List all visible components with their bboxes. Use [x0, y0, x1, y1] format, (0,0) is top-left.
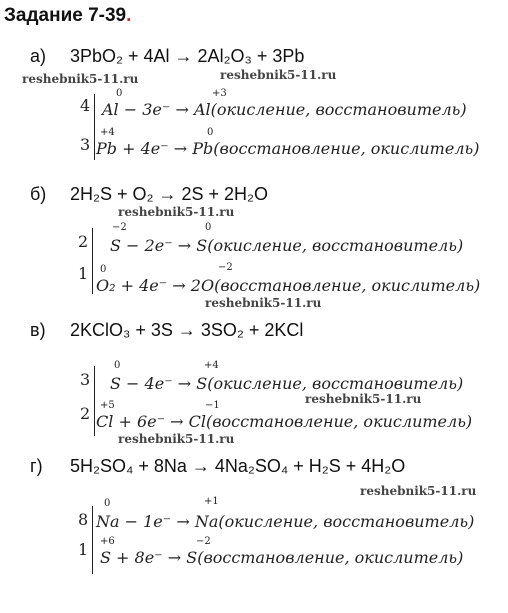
coefficient: 1	[78, 264, 89, 283]
half-reaction-oxidation: Al − 3e⁻ → Al(окисление, восстановитель)	[102, 100, 467, 119]
oxidation-state: −1	[205, 400, 220, 411]
oxidation-state: +1	[204, 496, 219, 507]
half-reaction-oxidation: S − 4e⁻ → S(окисление, восстановитель)	[110, 374, 464, 393]
oxidation-state: +5	[100, 400, 115, 411]
oxidation-state: 0	[207, 127, 214, 138]
equation-c	[30, 320, 303, 341]
equation-text-b: 2H₂S + O₂ → 2S + 2H₂O	[70, 184, 269, 204]
section-label-d: г)	[30, 456, 43, 476]
oxidation-state: +4	[100, 127, 115, 138]
half-reaction-reduction: S + 8e⁻ → S(восстановление, окислитель)	[100, 548, 464, 567]
half-reaction-oxidation: Na − 1e⁻ → Na(окисление, восстановитель)	[96, 512, 475, 531]
equation-a	[30, 46, 304, 67]
balance-divider	[94, 366, 95, 436]
balance-divider	[92, 506, 93, 574]
coefficient: 4	[80, 96, 91, 115]
page-title: Задание 7-39.	[4, 5, 132, 26]
balance-divider	[92, 228, 93, 294]
oxidation-state: +3	[212, 88, 227, 99]
balance-divider	[94, 94, 95, 160]
watermark: reshebnik5-11.ru	[220, 68, 337, 82]
oxidation-state: −2	[196, 536, 211, 547]
half-reaction-reduction: Pb + 4e⁻ → Pb(восстановление, окислитель)	[96, 139, 480, 158]
coefficient: 1	[78, 540, 89, 559]
coefficient: 3	[80, 370, 91, 389]
oxidation-state: 0	[100, 264, 107, 275]
watermark: reshebnik5-11.ru	[118, 205, 235, 219]
oxidation-state: 0	[116, 88, 123, 99]
equation-b	[30, 184, 268, 205]
title-dot: .	[126, 5, 132, 26]
oxidation-state: +6	[100, 536, 115, 547]
oxidation-state: 0	[104, 498, 111, 509]
oxidation-state: −2	[112, 222, 127, 233]
coefficient: 3	[80, 135, 91, 154]
watermark: reshebnik5-11.ru	[205, 296, 322, 310]
oxidation-state: 0	[205, 222, 212, 233]
half-reaction-reduction: Cl + 6e⁻ → Cl(восстановление, окислитель)	[96, 412, 473, 431]
equation-text-d: 5H₂SO₄ + 8Na → 4Na₂SO₄ + H₂S + 4H₂O	[70, 456, 406, 476]
half-reaction-reduction: O₂ + 4e⁻ → 2O(восстановление, окислитель)	[96, 276, 481, 295]
watermark: reshebnik5-11.ru	[360, 484, 477, 498]
coefficient: 8	[78, 510, 89, 529]
coefficient: 2	[80, 404, 91, 423]
section-label-b: б)	[30, 184, 47, 204]
equation-text-c: 2KClO₃ + 3S → 3SO₂ + 2KCl	[70, 320, 304, 340]
equation-d	[30, 456, 405, 477]
half-reaction-oxidation: S − 2e⁻ → S(окисление, восстановитель)	[110, 236, 464, 255]
watermark: reshebnik5-11.ru	[22, 72, 139, 86]
watermark: reshebnik5-11.ru	[118, 432, 235, 446]
coefficient: 2	[78, 232, 89, 251]
oxidation-state: 0	[114, 360, 121, 371]
oxidation-state: +4	[204, 360, 219, 371]
section-label-a: а)	[30, 46, 47, 66]
equation-text-a: 3PbO₂ + 4Al → 2Al₂O₃ + 3Pb	[70, 46, 305, 66]
watermark: reshebnik5-11.ru	[305, 392, 422, 406]
section-label-c: в)	[30, 320, 46, 340]
oxidation-state: −2	[218, 262, 233, 273]
